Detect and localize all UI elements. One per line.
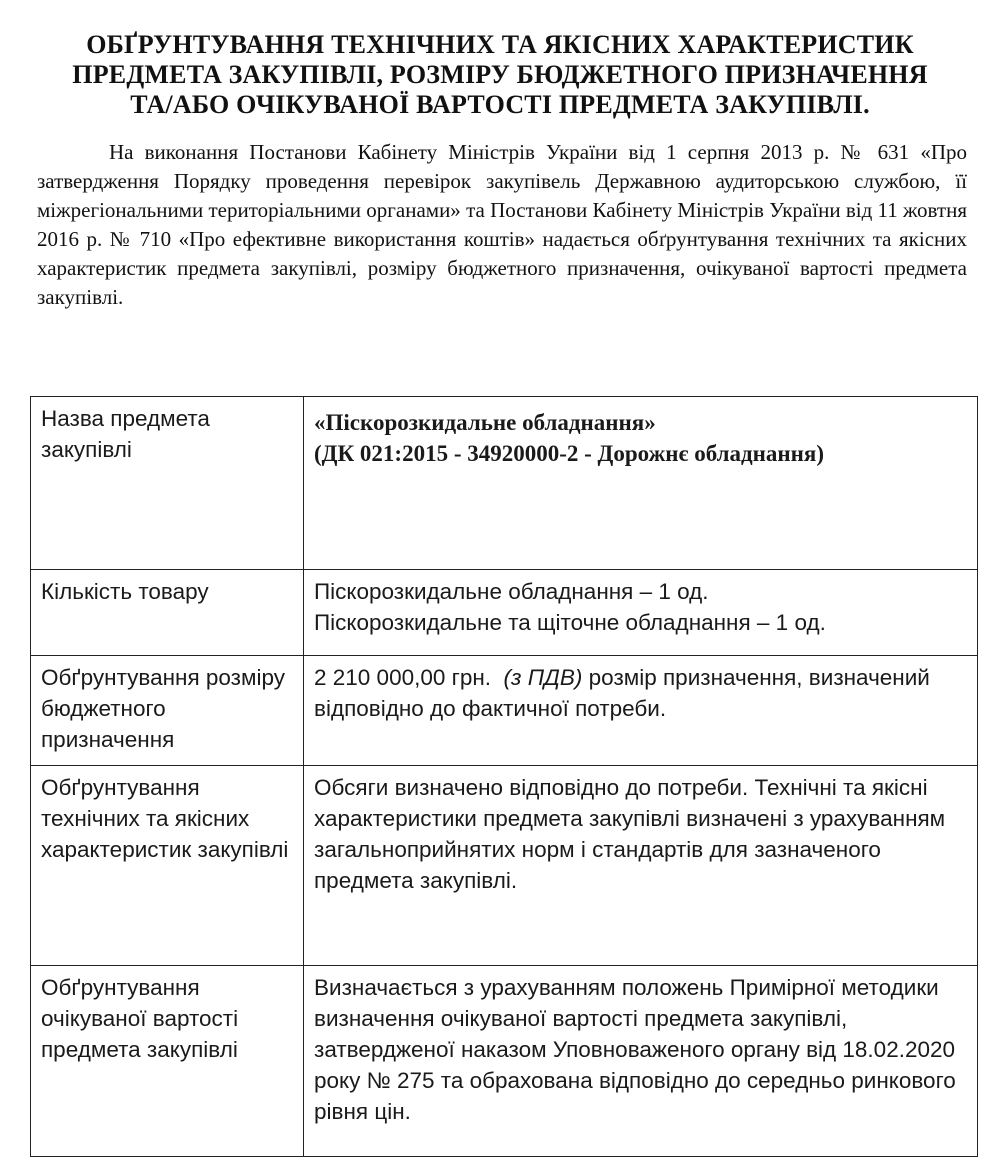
subject-label: Назва предмета закупівлі: [31, 397, 304, 570]
budget-amount: 2 210 000,00 грн.: [314, 665, 492, 690]
quantity-label: Кількість товару: [31, 570, 304, 656]
subject-value: [304, 397, 978, 570]
budget-description: розмір призначення, визначений відповідно до фактичної потреби.: [314, 665, 930, 721]
budget-vat-note: (з ПДВ): [503, 665, 583, 690]
title-line-2: ПРЕДМЕТА ЗАКУПІВЛІ, РОЗМІРУ БЮДЖЕТНОГО ПРИЗНАЧЕННЯ: [72, 60, 928, 89]
title-line-3: ТА/АБО ОЧІКУВАНОЇ ВАРТОСТІ ПРЕДМЕТА ЗАКУПІВЛІ.: [130, 90, 870, 119]
budget-value: [304, 656, 978, 766]
page-title: [40, 30, 960, 120]
budget-label: Обґрунтування розміру бюджетного призначення: [31, 656, 304, 766]
expected-cost-label: Обґрунтування очікуваної вартості предмета закупівлі: [31, 966, 304, 1157]
subject-name: «Піскорозкидальне обладнання»: [314, 410, 656, 435]
procurement-details-table: [30, 396, 978, 1157]
table-row-quantity: [31, 570, 978, 656]
subject-cpv-code: (ДК 021:2015 - 34920000-2 - Дорожнє обладнання): [314, 441, 825, 466]
technical-value: Обсяги визначено відповідно до потреби. Технічні та якісні характеристики предмета закупівлі визначені з урахуванням загальноприйнятих норм і стандартів для зазначеного предмета закупівлі.: [304, 766, 978, 966]
title-line-1: ОБҐРУНТУВАННЯ ТЕХНІЧНИХ ТА ЯКІСНИХ ХАРАКТЕРИСТИК: [86, 30, 914, 59]
table-row-technical: [31, 766, 978, 966]
technical-label: Обґрунтування технічних та якісних характеристик закупівлі: [31, 766, 304, 966]
intro-paragraph: На виконання Постанови Кабінету Міністрів України від 1 серпня 2013 р. № 631 «Про затвердження Порядку проведення перевірок закупівель Державною аудиторською службою, її міжрегіональними територіальними органами» та Постанови Кабінету Міністрів України від 11 жовтня 2016 р. № 710 «Про ефективне використання коштів» надається обґрунтування технічних та якісних характеристик предмета закупівлі, розміру бюджетного призначення, очікуваної вартості предмета закупівлі.: [37, 140, 967, 309]
quantity-value: [304, 570, 978, 656]
table-row-expected-cost: [31, 966, 978, 1157]
expected-cost-value: Визначається з урахуванням положень Примірної методики визначення очікуваної вартості предмета закупівлі, затвердженої наказом Уповноваженого органу від 18.02.2020 року № 275 та обрахована відповідно до середньо ринкового рівня цін.: [304, 966, 978, 1157]
quantity-item-2: Піскорозкидальне та щіточне обладнання – 1 од.: [314, 610, 826, 635]
table-row-subject: [31, 397, 978, 570]
table-row-budget: [31, 656, 978, 766]
quantity-item-1: Піскорозкидальне обладнання – 1 од.: [314, 579, 709, 604]
